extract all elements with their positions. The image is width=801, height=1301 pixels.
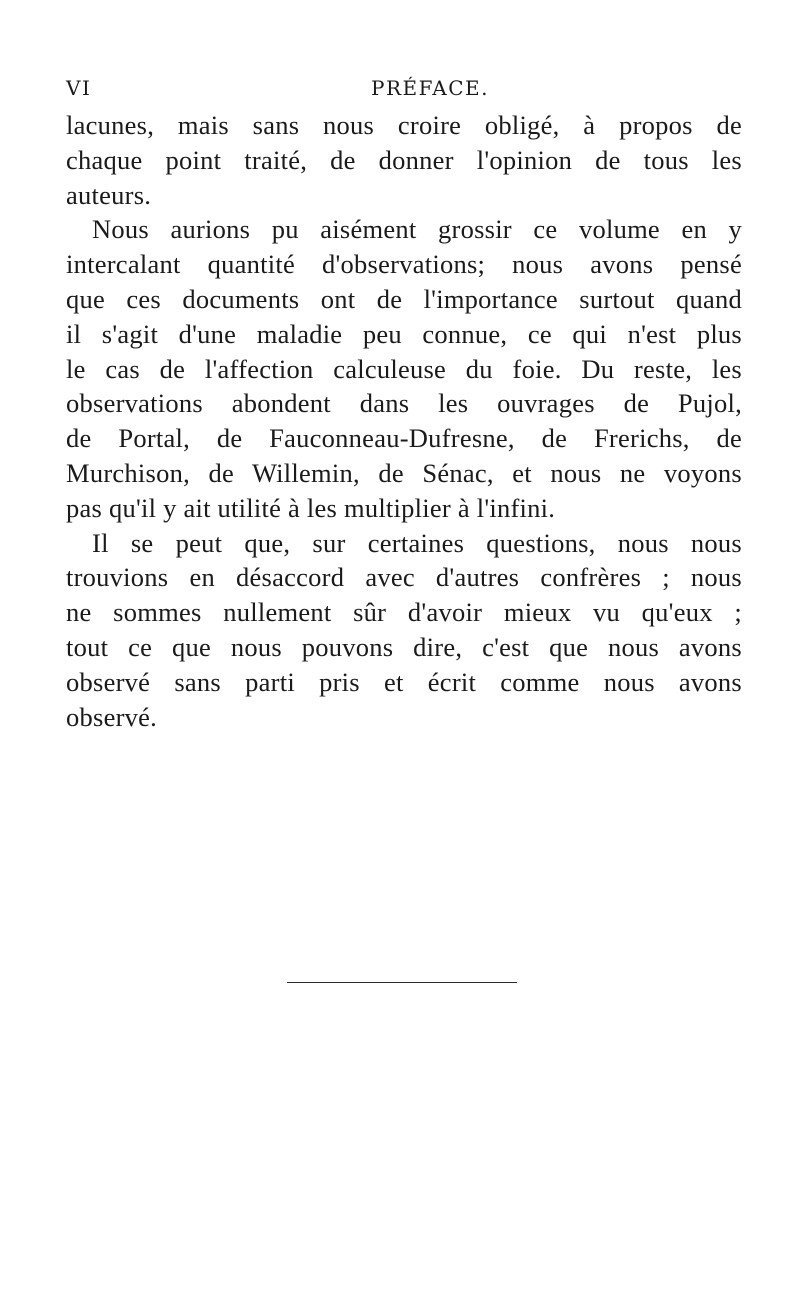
text-line: observé sans parti pris et écrit comme nous avons xyxy=(66,666,742,697)
text-line: Il se peut que, sur certaines questions, nous nous xyxy=(92,527,742,558)
text-line: auteurs. xyxy=(66,179,152,210)
text-line: de Portal, de Fauconneau-Dufresne, de Frerichs, de xyxy=(66,423,742,454)
text-line: que ces documents ont de l'importance surtout quand xyxy=(66,283,742,314)
text-line: lacunes, mais sans nous croire obligé, à propos de xyxy=(66,110,742,140)
text-line: observé. xyxy=(66,701,158,732)
running-head xyxy=(66,76,736,106)
text-line: il s'agit d'une maladie peu connue, ce qui n'est plus xyxy=(66,318,742,349)
body-text xyxy=(66,108,742,734)
header-title: PRÉFACE. xyxy=(371,76,489,100)
text-line: le cas de l'affection calculeuse du foie. Du reste, les xyxy=(66,353,742,384)
text-line: chaque point traité, de donner l'opinion de tous les xyxy=(66,144,742,175)
text-line: trouvions en désaccord avec d'autres confrères ; nous xyxy=(66,562,742,593)
text-line: pas qu'il y ait utilité à les multiplier à l'infini. xyxy=(66,492,556,523)
text-line: ne sommes nullement sûr d'avoir mieux vu qu'eux ; xyxy=(66,597,742,628)
text-line: tout ce que nous pouvons dire, c'est que nous avons xyxy=(66,631,742,662)
page-number: VI xyxy=(66,76,92,100)
text-line: intercalant quantité d'observations; nous avons pensé xyxy=(66,249,742,280)
section-divider xyxy=(287,982,517,983)
text-line: Nous aurions pu aisément grossir ce volume en y xyxy=(92,214,742,245)
text-line: observations abondent dans les ouvrages de Pujol, xyxy=(66,388,742,419)
text-line: Murchison, de Willemin, de Sénac, et nous ne voyons xyxy=(66,457,742,488)
